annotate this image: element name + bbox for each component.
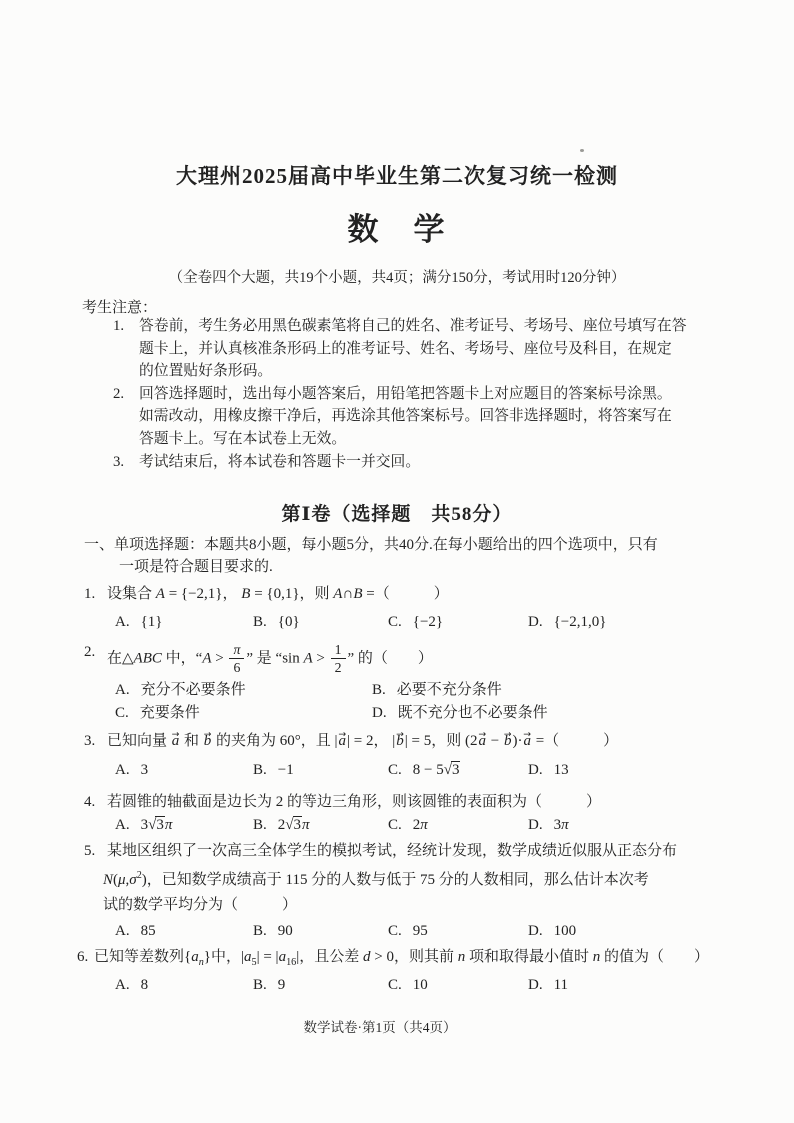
- notice-label: 考生注意：: [82, 300, 158, 316]
- notice-item-3: [113, 451, 725, 474]
- notice-item-line: 题卡上，并认真核准条形码上的准考证号、姓名、考场号、座位号及科目，在规定: [139, 340, 672, 357]
- subject-title: 数 学: [347, 212, 447, 247]
- option-D: D. 3π: [528, 817, 569, 833]
- option-D: D. {−2,1,0}: [528, 614, 607, 630]
- question-number: 3.: [84, 733, 96, 749]
- option-A: A. 85: [115, 923, 156, 939]
- notice-item-line: 答卷前，考生务必用黑色碳素笔将自己的姓名、准考证号、考场号、座位号填写在答: [139, 318, 687, 334]
- option-B: B. {0}: [253, 614, 300, 630]
- question-5-stem-line-2: $N(\mu,\sigma^2)$，已知数学成绩高于 115 分的人数与低于 75 分的人数相同，那么估计本次考: [103, 870, 649, 888]
- option-A: A. 充分不必要条件: [115, 682, 246, 698]
- notice-item-line: 回答选择题时，选出每小题答案后，用铅笔把答题卡上对应题目的答案标号涂黑。: [139, 385, 672, 402]
- question-4: [84, 792, 601, 812]
- page-footer: 数学试卷·第1页（共4页）: [303, 1020, 457, 1035]
- option-A: A. 8: [115, 977, 149, 993]
- option-B: B. 90: [253, 923, 293, 939]
- notice-item-line: 的位置贴好条形码。: [139, 363, 273, 380]
- question-5-stem-line-3: 试的数学平均分为（ ）: [103, 897, 298, 913]
- notice-item-number: 2.: [113, 385, 125, 402]
- option-C: C. {−2}: [388, 614, 444, 630]
- option-D: D. 既不充分也不必要条件: [372, 705, 548, 721]
- option-D: D. 13: [528, 762, 569, 778]
- notice-item-line: 考试结束后，将本试卷和答题卡一并交回。: [139, 453, 421, 470]
- notice-list: [113, 315, 725, 473]
- option-A: A. {1}: [115, 614, 163, 630]
- paper-info: （全卷四个大题，共19个小题，共4页；满分150分，考试用时120分钟）: [168, 270, 626, 286]
- question-stem: 设集合 A = {−2,1}， B = {0,1}，则 A∩B =（ ）: [107, 586, 449, 602]
- option-C: C. 10: [388, 977, 428, 993]
- option-A: A. 3: [115, 762, 149, 778]
- question-stem: 已知等差数列$\{a_n\}$中，$|a_5| = |a_{16}|$，且公差 d > 0，则其前 n 项和取得最小值时 n 的值为（ ）: [94, 949, 710, 968]
- exam-title: 大理州2025届高中毕业生第二次复习统一检测: [176, 164, 618, 188]
- notice-item-1: [113, 315, 725, 383]
- option-B: B. 9: [253, 977, 286, 993]
- section-1-instruction-line-2: 一项是符合题目要求的.: [119, 559, 273, 575]
- question-3: [84, 731, 618, 751]
- notice-item-number: 3.: [113, 453, 125, 470]
- question-2: [84, 642, 433, 676]
- section-1-title: 第Ⅰ卷（选择题 共58分）: [281, 504, 513, 525]
- notice-item-2: [113, 383, 725, 451]
- question-number: 6.: [77, 949, 89, 965]
- notice-item-number: 1.: [113, 318, 125, 334]
- question-stem: 在△ABC 中，“A > $\frac{\pi}{6}$ ” 是 “sin A > $\frac{1}{2}$ ” 的（ ）: [107, 642, 433, 676]
- scan-speck: [580, 149, 584, 152]
- option-B: B. 2√3π: [253, 817, 310, 833]
- question-1: [84, 584, 449, 604]
- notice-item-line: 答题卡上。写在本试卷上无效。: [139, 430, 347, 447]
- option-C: C. 充要条件: [115, 705, 200, 721]
- option-A: A. 3√3π: [115, 817, 173, 833]
- question-number: 5.: [84, 843, 96, 859]
- option-C: C. 8 − 5√3: [388, 762, 460, 778]
- question-stem-line-1: 某地区组织了一次高三全体学生的模拟考试，经统计发现，数学成绩近似服从正态分布: [107, 843, 678, 859]
- option-B: B. −1: [253, 762, 294, 778]
- option-C: C. 95: [388, 923, 428, 939]
- option-D: D. 11: [528, 977, 569, 993]
- question-stem: 已知向量 a → 和 b → 的夹角为 60°，且 |a →| = 2， |b →| = 5，则 (2a → − b →)·a → =（ ）: [107, 731, 618, 751]
- question-stem: 若圆锥的轴截面是边长为 2 的等边三角形，则该圆锥的表面积为（ ）: [107, 794, 602, 810]
- option-B: B. 必要不充分条件: [372, 682, 502, 698]
- question-6: [77, 947, 709, 973]
- notice-item-line: 如需改动，用橡皮擦干净后，再选涂其他答案标号。回答非选择题时，将答案写在: [139, 408, 672, 425]
- question-5: [84, 841, 677, 861]
- section-1-instruction-line-1: 一、单项选择题：本题共8小题，每小题5分，共40分.在每小题给出的四个选项中，只有: [84, 537, 658, 553]
- question-number: 4.: [84, 794, 96, 810]
- question-number: 2.: [84, 644, 96, 660]
- option-D: D. 100: [528, 923, 577, 939]
- question-number: 1.: [84, 586, 96, 602]
- option-C: C. 2π: [388, 817, 428, 833]
